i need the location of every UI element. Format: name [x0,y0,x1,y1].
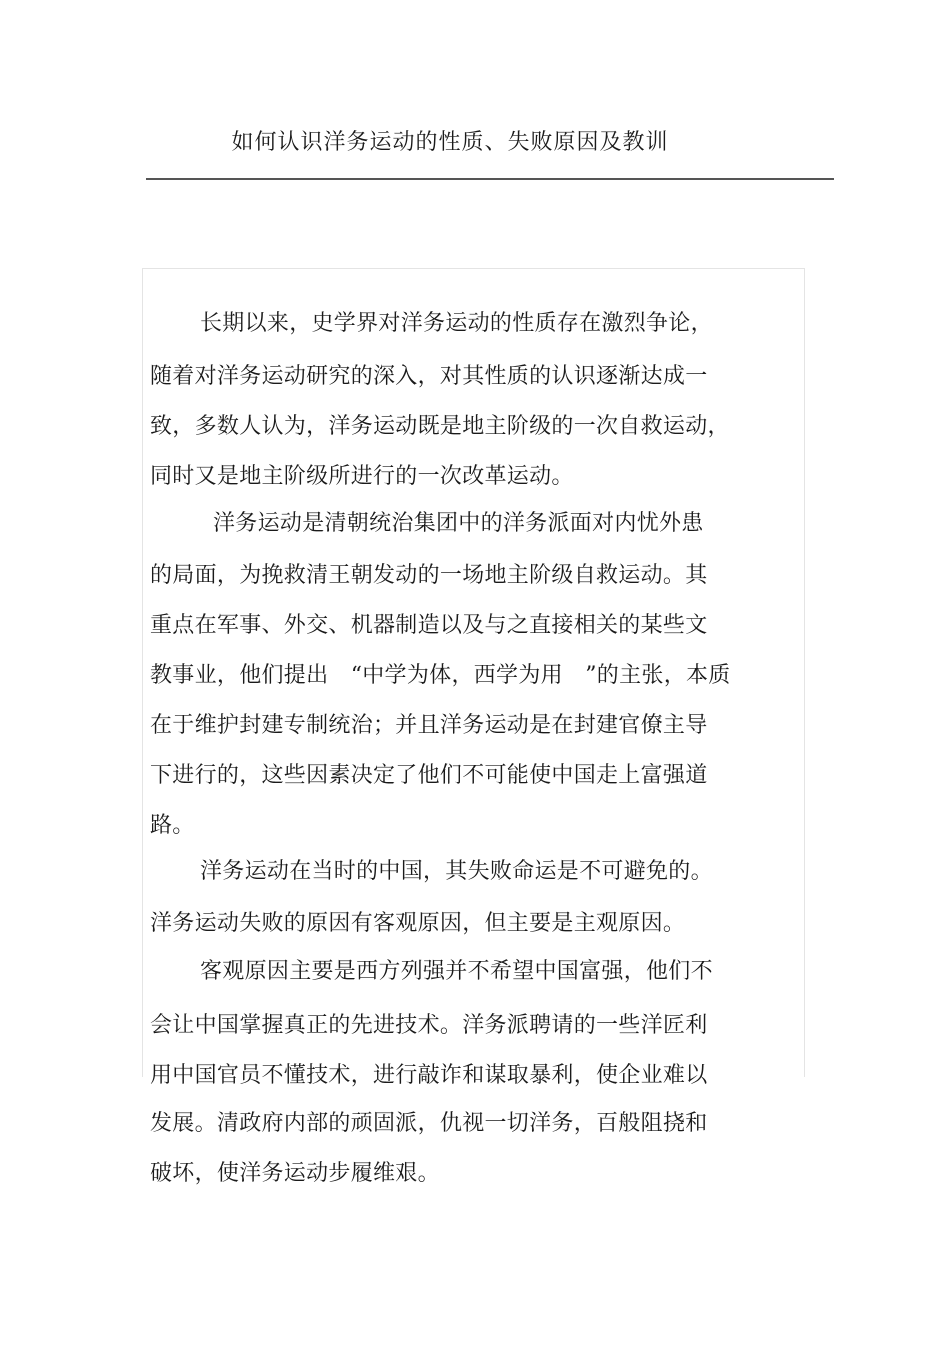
text-line: 洋务运动在当时的中国，其失败命运是不可避免的。 [200,859,713,884]
text-line: 的局面，为挽救清王朝发动的一场地主阶级自救运动。其 [150,563,708,588]
text-line: 路。 [150,813,195,838]
title-divider [146,178,834,180]
text-line: 致，多数人认为，洋务运动既是地主阶级的一次自救运动， [150,414,730,439]
text-line: 客观原因主要是西方列强并不希望中国富强，他们不 [200,959,713,984]
text-line: 在于维护封建专制统治；并且洋务运动是在封建官僚主导 [150,713,708,738]
text-line: 洋务运动是清朝统治集团中的洋务派面对内忧外患 [213,511,704,536]
text-line: 教事业，他们提出 “中学为体，西学为用 ”的主张，本质 [150,663,731,688]
text-line: 用中国官员不懂技术，进行敲诈和谋取暴利，使企业难以 [150,1063,708,1088]
text-line: 破坏，使洋务运动步履维艰。 [150,1161,440,1186]
text-line: 下进行的，这些因素决定了他们不可能使中国走上富强道 [150,763,708,788]
text-line: 重点在军事、外交、机器制造以及与之直接相关的某些文 [150,613,708,638]
text-line: 洋务运动失败的原因有客观原因，但主要是主观原因。 [150,911,686,936]
text-line: 随着对洋务运动研究的深入，对其性质的认识逐渐达成一 [150,364,708,389]
document-title: 如何认识洋务运动的性质、失败原因及教训 [231,130,669,155]
text-line: 同时又是地主阶级所进行的一次改革运动。 [150,464,574,489]
text-line: 会让中国掌握真正的先进技术。洋务派聘请的一些洋匠利 [150,1013,708,1038]
text-line: 发展。清政府内部的顽固派，仇视一切洋务，百般阻挠和 [150,1111,708,1136]
text-line: 长期以来，史学界对洋务运动的性质存在激烈争论， [200,311,713,336]
